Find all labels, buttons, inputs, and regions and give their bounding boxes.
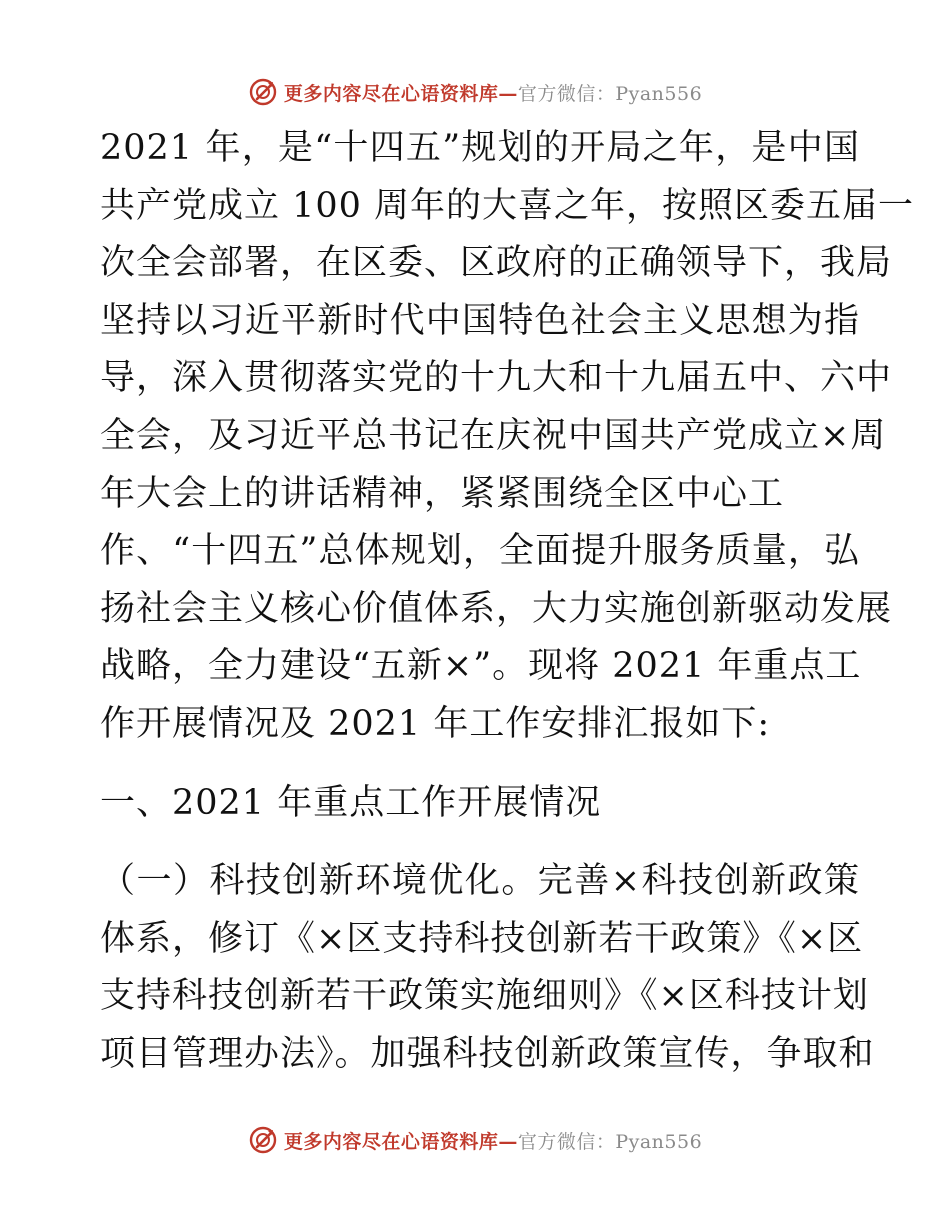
watermark-text: 更多内容尽在心语资料库—官方微信：Pyan556 <box>283 82 703 105</box>
watermark-text: 更多内容尽在心语资料库—官方微信：Pyan556 <box>283 1130 703 1153</box>
document-body <box>100 120 915 1084</box>
logo-icon <box>248 77 278 107</box>
text-line: 扬社会主义核心价值体系，大力实施创新驱动发展 <box>100 588 893 629</box>
text-line: 支持科技创新若干政策实施细则》《×区科技计划 <box>100 976 869 1017</box>
watermark-wechat: 官方微信：Pyan556 <box>517 1130 703 1153</box>
text-line: 项目管理办法》。加强科技创新政策宣传，争取和 <box>100 1033 875 1074</box>
paragraph-intro <box>100 120 915 754</box>
text-line: 作开展情况及 2021 年工作安排汇报如下: <box>100 703 771 744</box>
text-line: 体系，修订《×区支持科技创新若干政策》《×区 <box>100 918 864 959</box>
watermark-wechat: 官方微信：Pyan556 <box>517 82 703 105</box>
text-line: 次全会部署，在区委、区政府的正确领导下，我局 <box>100 243 893 284</box>
text-line: 共产党成立 100 周年的大喜之年，按照区委五届一 <box>100 185 915 226</box>
text-line: 2021 年，是“十四五”规划的开局之年，是中国 <box>100 128 860 168</box>
paragraph-section-1-1 <box>100 853 875 1083</box>
section-heading: 一、2021 年重点工作开展情况 <box>100 782 602 823</box>
text-line: 战略，全力建设“五新×”。现将 2021 年重点工 <box>100 646 862 687</box>
text-line: （一）科技创新环境优化。完善×科技创新政策 <box>100 861 860 902</box>
logo-icon <box>248 1125 278 1155</box>
text-line: 坚持以习近平新时代中国特色社会主义思想为指 <box>100 300 860 341</box>
text-line: 作、“十四五”总体规划，全面提升服务质量，弘 <box>100 531 860 572</box>
text-line: 导，深入贯彻落实党的十九大和十九届五中、六中 <box>100 358 893 399</box>
watermark-header <box>0 72 950 112</box>
text-line: 年大会上的讲话精神，紧紧围绕全区中心工 <box>100 473 785 514</box>
text-line: 全会，及习近平总书记在庆祝中国共产党成立×周 <box>100 415 887 456</box>
watermark-footer <box>0 1120 950 1160</box>
